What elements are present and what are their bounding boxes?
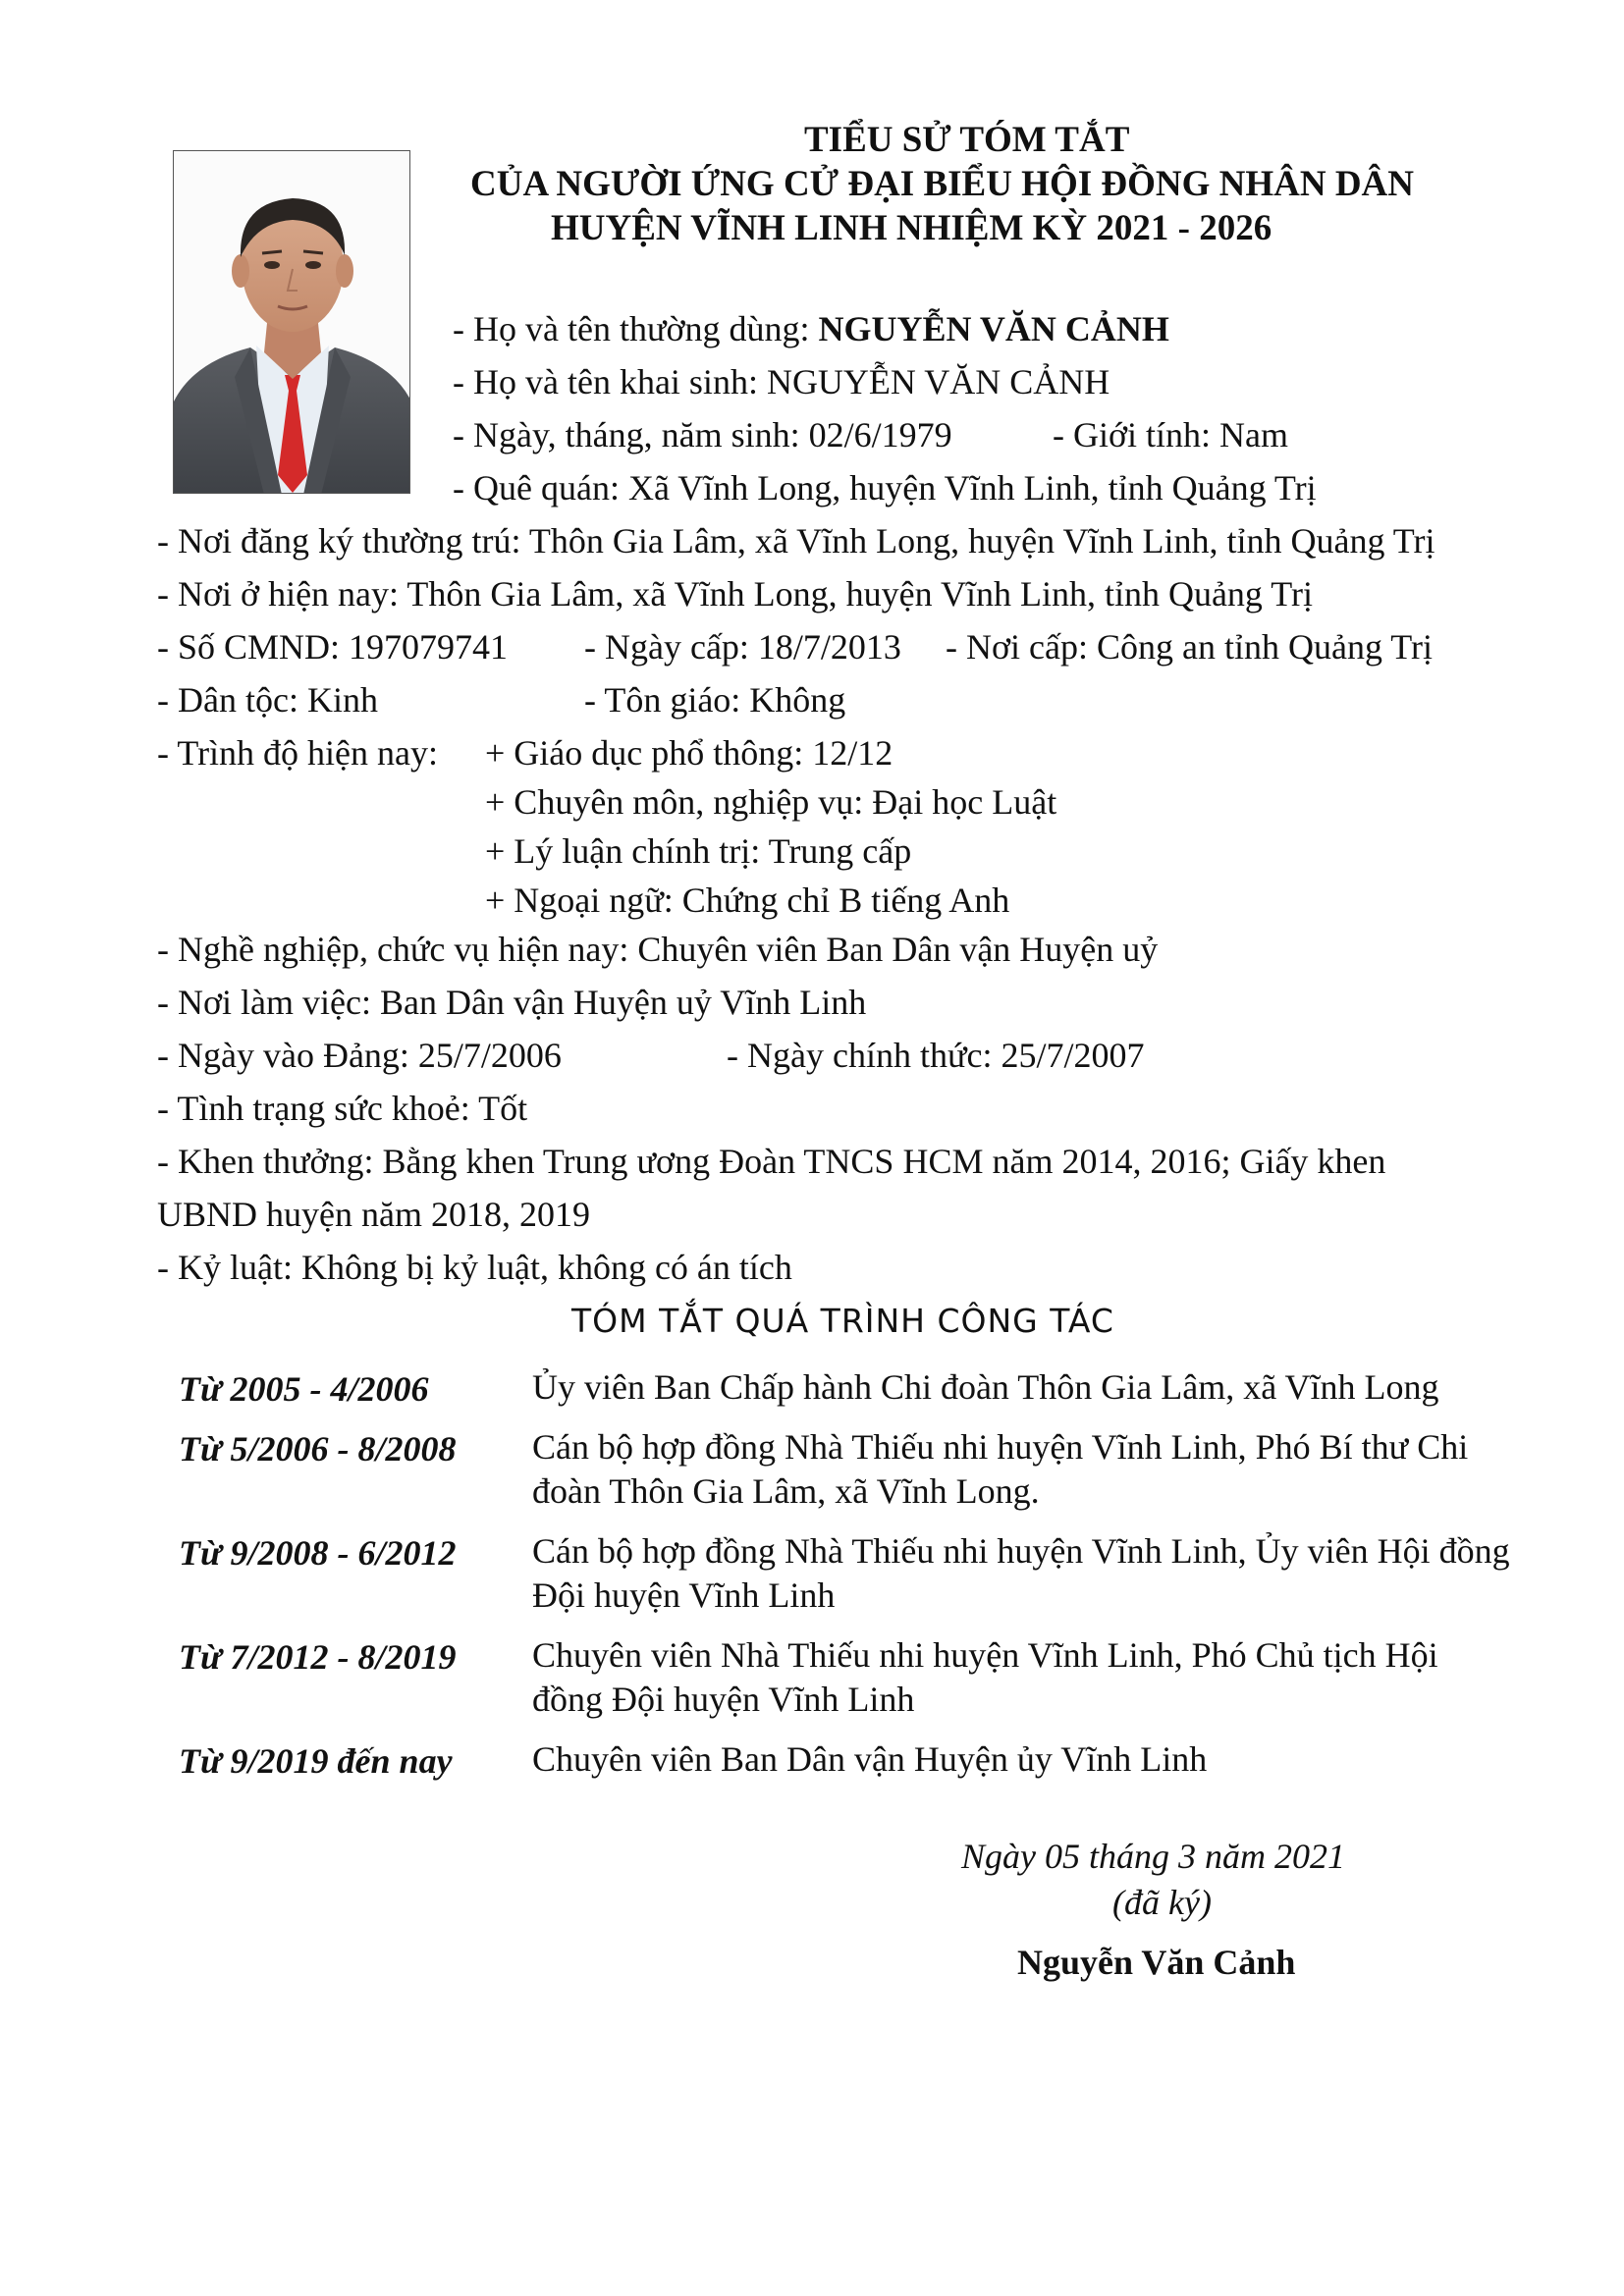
education-label: - Trình độ hiện nay: bbox=[157, 733, 439, 773]
work-desc-3: Cán bộ hợp đồng Nhà Thiếu nhi huyện Vĩnh Linh, Ủy viên Hội đồng Đội huyện Vĩnh Linh bbox=[532, 1531, 1510, 1615]
health-line: - Tình trạng sức khoẻ: Tốt bbox=[157, 1089, 528, 1128]
common-name-value: NGUYỄN VĂN CẢNH bbox=[818, 309, 1169, 348]
title-line-2: CỦA NGƯỜI ỨNG CỬ ĐẠI BIỂU HỘI ĐỒNG NHÂN DÂN bbox=[470, 164, 1414, 204]
party-official-line: - Ngày chính thức: 25/7/2007 bbox=[727, 1036, 1145, 1075]
portrait-illustration bbox=[174, 151, 410, 494]
signature-signed: (đã ký) bbox=[1112, 1883, 1212, 1922]
work-period-3: Từ 9/2008 - 6/2012 bbox=[179, 1533, 457, 1573]
work-period-1: Từ 2005 - 4/2006 bbox=[179, 1369, 429, 1409]
permanent-address-line: - Nơi đăng ký thường trú: Thôn Gia Lâm, xã Vĩnh Long, huyện Vĩnh Linh, tỉnh Quảng Trị bbox=[157, 521, 1435, 561]
gender-line: - Giới tính: Nam bbox=[1053, 415, 1289, 454]
id-date-line: - Ngày cấp: 18/7/2013 bbox=[584, 627, 901, 667]
education-specialty: + Chuyên môn, nghiệp vụ: Đại học Luật bbox=[485, 782, 1057, 822]
work-desc-2: Cán bộ hợp đồng Nhà Thiếu nhi huyện Vĩnh Linh, Phó Bí thư Chi đoàn Thôn Gia Lâm, xã Vĩnh Long. bbox=[532, 1427, 1469, 1511]
work-desc-4: Chuyên viên Nhà Thiếu nhi huyện Vĩnh Linh, Phó Chủ tịch Hội đồng Đội huyện Vĩnh Linh bbox=[532, 1635, 1438, 1719]
awards-line-1: - Khen thưởng: Bằng khen Trung ương Đoàn TNCS HCM năm 2014, 2016; Giấy khen bbox=[157, 1142, 1386, 1181]
id-number-line: - Số CMND: 197079741 bbox=[157, 627, 509, 667]
occupation-line: - Nghề nghiệp, chức vụ hiện nay: Chuyên viên Ban Dân vận Huyện uỷ bbox=[157, 930, 1159, 969]
hometown-line: - Quê quán: Xã Vĩnh Long, huyện Vĩnh Linh, tỉnh Quảng Trị bbox=[453, 468, 1317, 507]
party-join-line: - Ngày vào Đảng: 25/7/2006 bbox=[157, 1036, 562, 1075]
education-general: + Giáo dục phổ thông: 12/12 bbox=[485, 733, 893, 773]
education-language: + Ngoại ngữ: Chứng chỉ B tiếng Anh bbox=[485, 881, 1010, 920]
work-history-title: TÓM TẮT QUÁ TRÌNH CÔNG TÁC bbox=[571, 1302, 1114, 1340]
work-desc-1: Ủy viên Ban Chấp hành Chi đoàn Thôn Gia Lâm, xã Vĩnh Long bbox=[532, 1367, 1439, 1407]
education-political: + Lý luận chính trị: Trung cấp bbox=[485, 831, 912, 871]
ethnicity-line: - Dân tộc: Kinh bbox=[157, 680, 378, 720]
workplace-line: - Nơi làm việc: Ban Dân vận Huyện uỷ Vĩnh Linh bbox=[157, 983, 867, 1022]
signature-name: Nguyễn Văn Cảnh bbox=[1017, 1943, 1296, 1982]
current-address-line: - Nơi ở hiện nay: Thôn Gia Lâm, xã Vĩnh Long, huyện Vĩnh Linh, tỉnh Quảng Trị bbox=[157, 574, 1313, 614]
common-name-line bbox=[453, 308, 1169, 349]
work-desc-5: Chuyên viên Ban Dân vận Huyện ủy Vĩnh Linh bbox=[532, 1739, 1208, 1779]
title-line-3: HUYỆN VĨNH LINH NHIỆM KỲ 2021 - 2026 bbox=[551, 208, 1272, 248]
work-period-2: Từ 5/2006 - 8/2008 bbox=[179, 1429, 457, 1468]
id-place-line: - Nơi cấp: Công an tỉnh Quảng Trị bbox=[946, 627, 1434, 667]
dob-line: - Ngày, tháng, năm sinh: 02/6/1979 bbox=[453, 415, 952, 454]
birth-name-line: - Họ và tên khai sinh: NGUYỄN VĂN CẢNH bbox=[453, 362, 1110, 401]
title-line-1: TIỂU SỬ TÓM TẮT bbox=[804, 120, 1130, 160]
discipline-line: - Kỷ luật: Không bị kỷ luật, không có án tích bbox=[157, 1248, 792, 1287]
religion-line: - Tôn giáo: Không bbox=[584, 680, 846, 720]
awards-line-2: UBND huyện năm 2018, 2019 bbox=[157, 1195, 590, 1234]
work-period-4: Từ 7/2012 - 8/2019 bbox=[179, 1637, 457, 1677]
signature-date: Ngày 05 tháng 3 năm 2021 bbox=[961, 1837, 1345, 1876]
common-name-label: - Họ và tên thường dùng: bbox=[453, 309, 819, 348]
portrait-photo bbox=[173, 150, 410, 494]
work-period-5: Từ 9/2019 đến nay bbox=[179, 1741, 453, 1781]
